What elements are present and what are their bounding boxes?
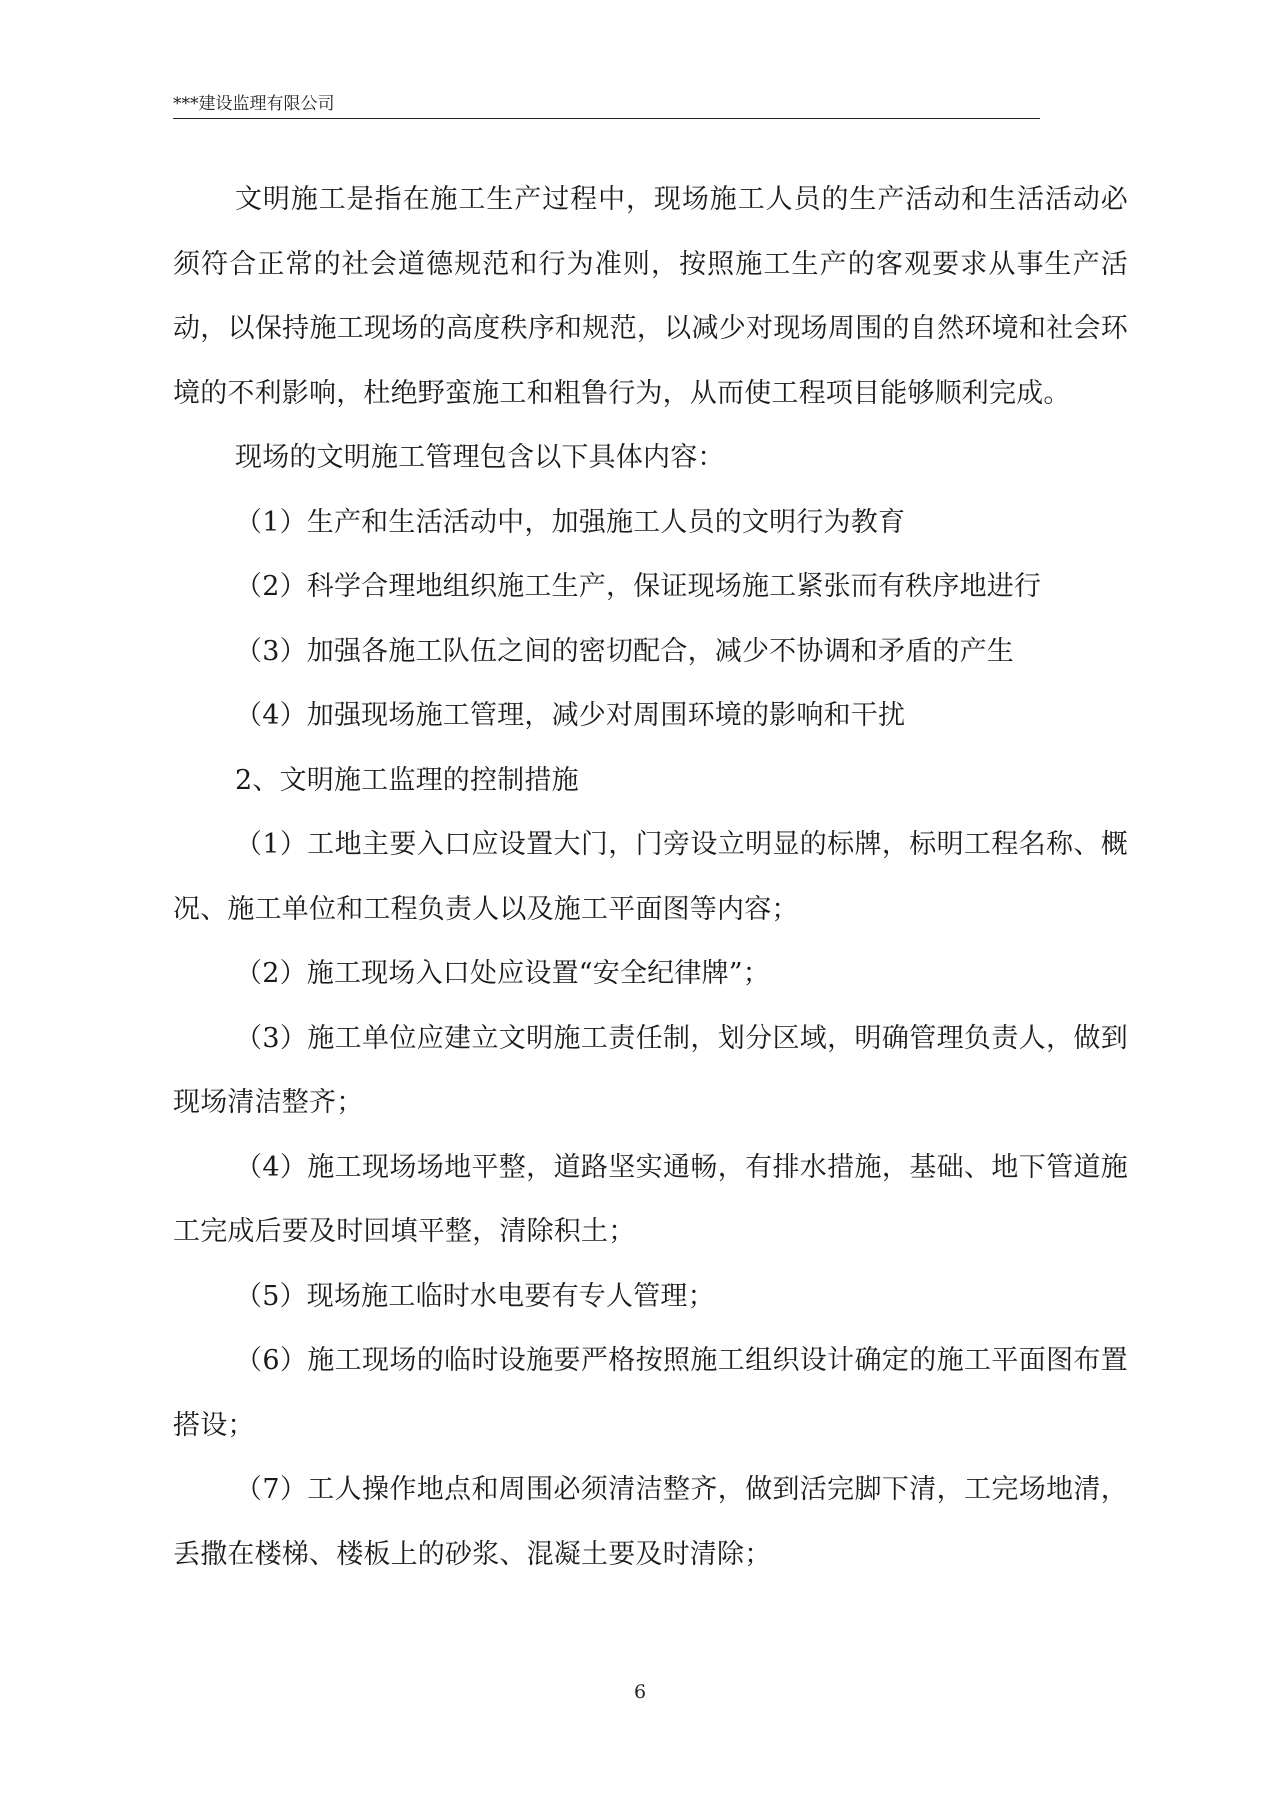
list-item: （7）工人操作地点和周围必须清洁整齐，做到活完脚下清，工完场地清，丢撒在楼梯、楼板上的砂浆、混凝土要及时清除； xyxy=(173,1474,1128,1570)
section-heading: 2、文明施工监理的控制措施 xyxy=(235,764,579,796)
list-item: （1）生产和生活活动中，加强施工人员的文明行为教育 xyxy=(235,506,906,538)
list-item: （2）科学合理地组织施工生产，保证现场施工紧张而有秩序地进行 xyxy=(235,571,1042,602)
list-item: （3）加强各施工队伍之间的密切配合，减少不协调和矛盾的产生 xyxy=(235,635,1014,667)
document-body xyxy=(173,168,1128,1587)
list-item: （4）加强现场施工管理，减少对周围环境的影响和干扰 xyxy=(235,700,906,731)
company-name: ***建设监理有限公司 xyxy=(173,94,335,114)
list-item: （2）施工现场入口处应设置“安全纪律牌”； xyxy=(235,958,770,989)
list-item: （3）施工单位应建立文明施工责任制，划分区域，明确管理负责人，做到现场清洁整齐； xyxy=(173,1022,1128,1118)
list-item: （1）工地主要入口应设置大门，门旁设立明显的标牌，标明工程名称、概况、施工单位和工程负责人以及施工平面图等内容； xyxy=(173,829,1128,925)
list-item: （4）施工现场场地平整，道路坚实通畅，有排水措施，基础、地下管道施工完成后要及时回填平整，清除积土； xyxy=(173,1151,1128,1247)
list-item: （5）现场施工临时水电要有专人管理； xyxy=(235,1280,715,1312)
paragraph-content-heading: 现场的文明施工管理包含以下具体内容： xyxy=(235,442,725,473)
list-item: （6）施工现场的临时设施要严格按照施工组织设计确定的施工平面图布置搭设； xyxy=(173,1345,1128,1441)
page-number: 6 xyxy=(633,1681,647,1703)
paragraph-intro: 文明施工是指在施工生产过程中，现场施工人员的生产活动和生活活动必须符合正常的社会道德规范和行为准则，按照施工生产的客观要求从事生产活动，以保持施工现场的高度秩序和规范，以减少对现场周围的自然环境和社会环境的不利影响，杜绝野蛮施工和粗鲁行为，从而使工程项目能够顺利完成。 xyxy=(173,184,1128,409)
page-header xyxy=(173,94,1040,119)
